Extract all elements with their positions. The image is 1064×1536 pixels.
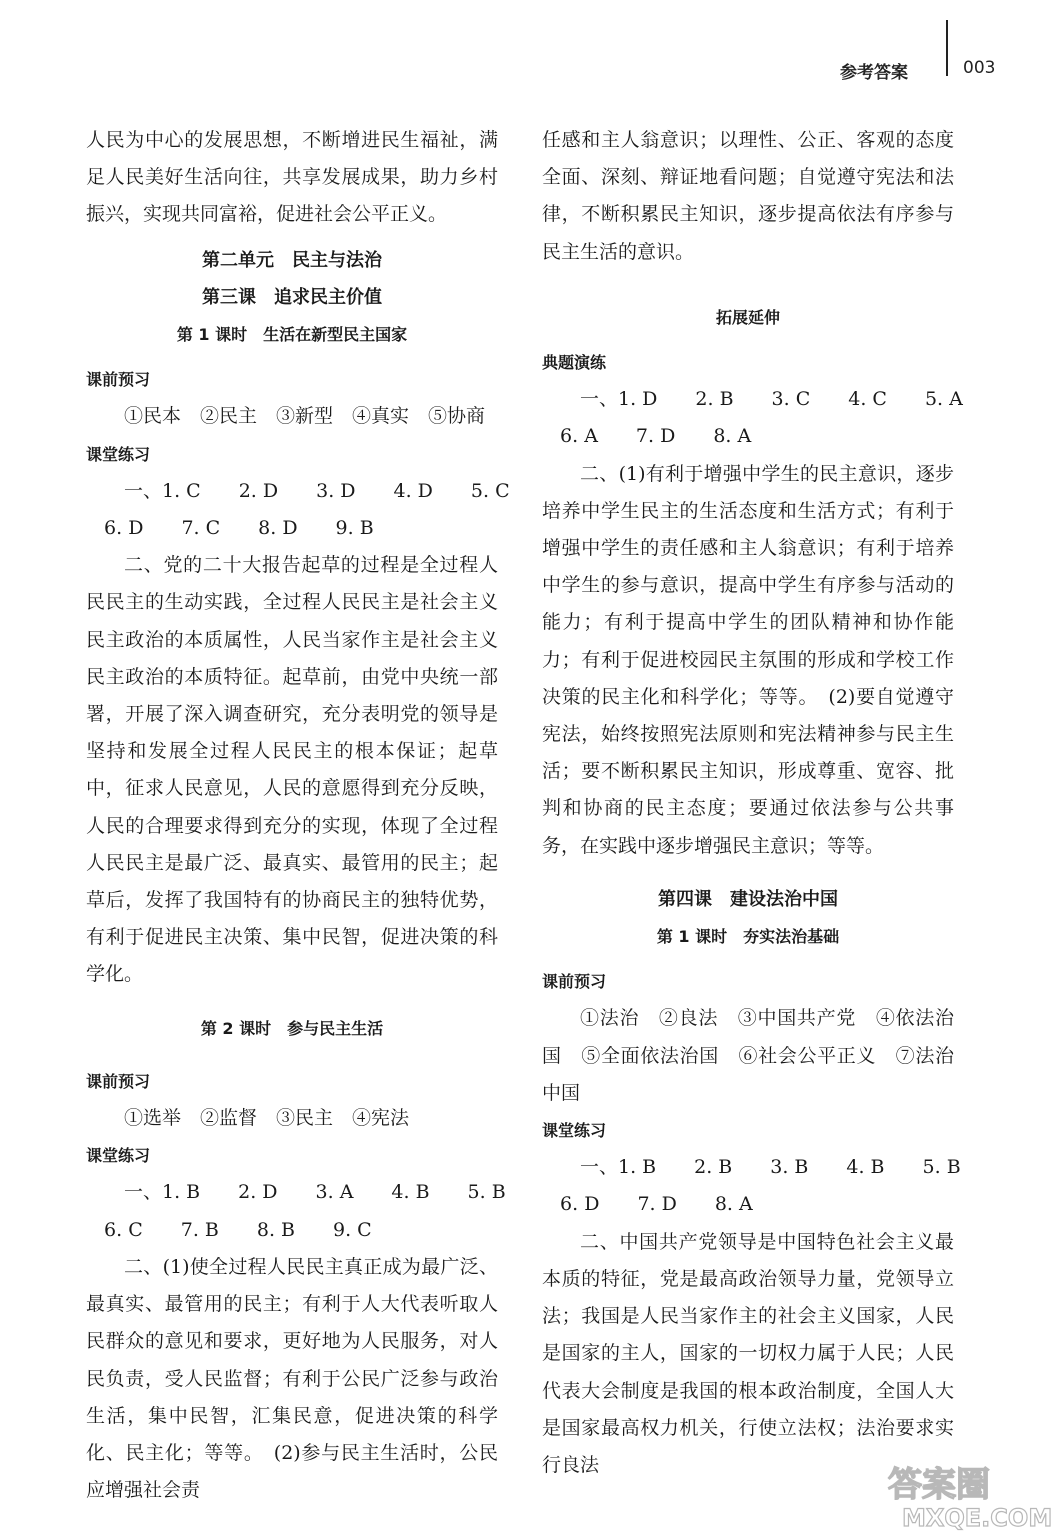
section-heading: 课前预习 — [86, 370, 151, 390]
page-number: 003 — [963, 58, 996, 78]
answer-paragraph: 二、中国共产党领导是中国特色社会主义最本质的特征，党是最高政治领导力量，党领导立法；我国是人民当家作主的社会主义国家，人民是国家的主人，国家的一切权力属于人民；人民代表大会制度是我国的根本政治制度，全国人大是国家最高权力机关，行使立法权；法治要求实行良法 — [542, 1230, 954, 1476]
period-title: 第 2 课时 参与民主生活 — [200, 1018, 384, 1038]
choice-answers-line: 一、1. B 2. D 3. A 4. B 5. B — [124, 1181, 506, 1204]
section-heading: 课堂练习 — [86, 1146, 151, 1166]
choice-answers-line: 6. A 7. D 8. A — [560, 425, 752, 448]
choice-answers-line: 6. D 7. C 8. D 9. B — [104, 517, 374, 540]
watermark-logo — [884, 1460, 1060, 1532]
preview-answers: ①民本 ②民主 ③新型 ④真实 ⑤协商 — [124, 405, 486, 428]
section-heading: 课前预习 — [86, 1071, 151, 1091]
section-heading: 课堂练习 — [86, 444, 151, 464]
unit-title: 第二单元 民主与法治 — [202, 249, 382, 271]
period-title: 第 1 课时 夯实法治基础 — [656, 927, 840, 947]
watermark-url: MXQE.COM — [902, 1504, 1053, 1532]
lesson-title: 第三课 追求民主价值 — [202, 286, 382, 308]
answer-paragraph: 二、(1)有利于增强中学生的民主意识，逐步培养中学生民主的生活态度和生活方式；有利于增强中学生的责任感和主人翁意识；有利于培养中学生的参与意识，提高中学生有序参与活动的能力；有利于提高中学生的团队精神和协作能力；有利于促进校园民主氛围的形成和学校工作决策的民主化和科学化；等等。 (2)要自觉遵守宪法，始终按照宪法原则和宪法精神参与民主生活；要不断积累民主知识，形成尊重、宽容、批判和协商的民主态度；要通过依法参与公共事务，在实践中逐步增强民主意识；等等。 — [542, 462, 954, 857]
continued-paragraph: 任感和主人翁意识；以理性、公正、客观的态度全面、深刻、辩证地看问题；自觉遵守宪法和法律，不断积累民主知识，逐步提高依法有序参与民主生活的意识。 — [542, 129, 954, 263]
answer-paragraph: 二、党的二十大报告起草的过程是全过程人民民主的生动实践，全过程人民民主是社会主义民主政治的本质属性，人民当家作主是社会主义民主政治的本质特征。起草前，由党中央统一部署，开展了深入调查研究，充分表明党的领导是坚持和发展全过程人民民主的根本保证；起草中，征求人民意见，人民的意愿得到充分反映，人民的合理要求得到充分的实现，体现了全过程人民民主是最广泛、最真实、最管用的民主；起草后，发挥了我国特有的协商民主的独特优势，有利于促进民主决策、集中民智，促进决策的科学化。 — [86, 554, 498, 986]
preview-answers: ①选举 ②监督 ③民主 ④宪法 — [124, 1107, 410, 1130]
watermark-text: 答案圈 — [888, 1465, 990, 1505]
extension-title: 拓展延伸 — [715, 307, 780, 327]
section-heading: 典题演练 — [542, 353, 607, 373]
choice-answers-line: 一、1. D 2. B 3. C 4. C 5. A — [580, 388, 963, 411]
lesson-title: 第四课 建设法治中国 — [658, 888, 838, 910]
right-column — [542, 122, 963, 1484]
section-heading: 课堂练习 — [542, 1121, 607, 1141]
header-divider — [946, 20, 948, 76]
choice-answers-line: 一、1. C 2. D 3. D 4. D 5. C — [124, 479, 510, 502]
choice-answers-line: 一、1. B 2. B 3. B 4. B 5. B — [580, 1156, 961, 1179]
choice-answers-line: 6. C 7. B 8. B 9. C — [104, 1218, 372, 1241]
preview-answers: ①法治 ②良法 ③中国共产党 ④依法治国 ⑤全面依法治国 ⑥社会公平正义 ⑦法治中国 — [542, 1007, 954, 1104]
section-heading: 课前预习 — [542, 972, 607, 992]
left-column — [86, 122, 510, 1509]
period-title: 第 1 课时 生活在新型民主国家 — [176, 325, 408, 345]
intro-paragraph: 人民为中心的发展思想，不断增进民生福祉，满足人民美好生活向往，共享发展成果，助力乡村振兴，实现共同富裕，促进社会公平正义。 — [86, 129, 498, 226]
answer-paragraph: 二、(1)使全过程人民民主真正成为最广泛、最真实、最管用的民主；有利于人大代表听取人民群众的意见和要求，更好地为人民服务，对人民负责，受人民监督；有利于公民广泛参与政治生活，集中民智，汇集民意，促进决策的科学化、民主化；等等。 (2)参与民主生活时，公民应增强社会责 — [86, 1255, 498, 1502]
running-header-title: 参考答案 — [840, 63, 908, 83]
choice-answers-line: 6. D 7. D 8. A — [560, 1193, 753, 1216]
